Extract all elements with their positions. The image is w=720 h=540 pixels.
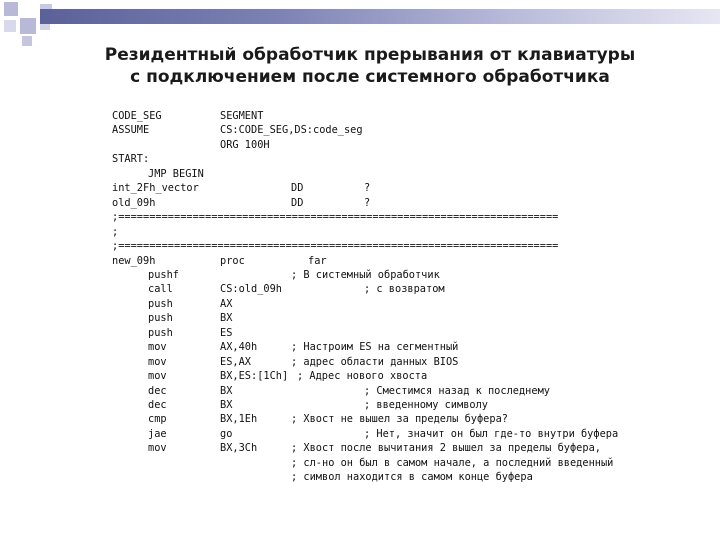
- code-listing: [0, 109, 720, 489]
- title-line: Резидентный обработчик прерывания от клавиатуры: [104, 45, 636, 65]
- code-token: AX,40h: [220, 341, 258, 354]
- code-token: ES,AX: [220, 355, 251, 368]
- code-token: old_09h: [112, 196, 156, 209]
- code-token: ; Сместимся назад к последнему: [364, 384, 550, 397]
- title-bar-decoration: [40, 9, 720, 24]
- decor-square: [4, 20, 16, 32]
- title-line: с подключением после системного обработчика: [130, 67, 610, 87]
- code-token: ;: [112, 225, 119, 238]
- code-token: call: [148, 283, 173, 296]
- code-token: BX: [220, 312, 233, 325]
- decor-square: [4, 2, 18, 16]
- code-token: mov: [148, 442, 167, 455]
- code-token: SEGMENT: [220, 110, 264, 122]
- code-token: BX,ES:[1Ch]: [220, 370, 289, 383]
- code-token: ; с возвратом: [364, 283, 445, 296]
- code-token: jae: [148, 427, 167, 440]
- code-token: BX: [220, 399, 233, 411]
- code-token: ;=======================================================================: [112, 240, 559, 253]
- slide-title: [80, 44, 660, 88]
- code-token: ASSUME: [112, 124, 150, 137]
- code-token: far: [308, 254, 327, 267]
- code-token: int_2Fh_vector: [112, 182, 199, 195]
- code-token: CODE_SEG: [112, 110, 162, 122]
- code-token: dec: [148, 399, 167, 411]
- code-token: push: [148, 297, 173, 310]
- code-token: ; адрес области данных BIOS: [291, 355, 459, 368]
- code-token: CS:old_09h: [220, 283, 282, 296]
- code-token: DD: [291, 182, 304, 195]
- decor-square: [20, 18, 36, 34]
- code-token: ; введенному символу: [364, 399, 488, 411]
- code-token: mov: [148, 341, 167, 354]
- code-token: pushf: [148, 268, 179, 281]
- code-token: mov: [148, 355, 167, 368]
- code-token: proc: [220, 254, 245, 267]
- code-token: CS:CODE_SEG,DS:code_seg: [220, 124, 363, 137]
- code-token: BX: [220, 384, 233, 397]
- code-token: START:: [112, 153, 150, 166]
- code-token: go: [220, 427, 233, 440]
- code-token: ; Хвост не вышел за пределы буфера?: [291, 413, 508, 426]
- code-token: ; символ находится в самом конце буфера: [291, 471, 533, 484]
- code-token: AX: [220, 297, 233, 310]
- code-token: JMP BEGIN: [148, 167, 204, 180]
- code-token: BX,1Eh: [220, 413, 258, 426]
- code-token: DD: [291, 196, 304, 209]
- code-token: ; Нет, значит он был где-то внутри буфера: [364, 427, 619, 440]
- decor-square: [22, 36, 32, 46]
- code-token: new_09h: [112, 254, 156, 267]
- code-token: ; Настроим ES на сегментный: [291, 341, 459, 354]
- code-token: ;=======================================================================: [112, 211, 559, 224]
- code-token: ; В системный обработчик: [291, 268, 440, 281]
- code-token: ES: [220, 326, 233, 339]
- code-token: ; Адрес нового хвоста: [297, 370, 428, 383]
- code-token: mov: [148, 370, 167, 383]
- code-token: ?: [364, 196, 371, 209]
- code-token: BX,3Ch: [220, 442, 258, 455]
- code-token: ; сл-но он был в самом начале, а последний введенный: [291, 456, 614, 469]
- code-token: ORG 100H: [220, 138, 270, 151]
- code-token: dec: [148, 384, 167, 397]
- code-token: push: [148, 312, 173, 325]
- code-token: cmp: [148, 413, 167, 426]
- code-token: ; Хвост после вычитания 2 вышел за пределы буфера,: [291, 442, 601, 455]
- code-token: ?: [364, 182, 371, 195]
- code-token: push: [148, 326, 173, 339]
